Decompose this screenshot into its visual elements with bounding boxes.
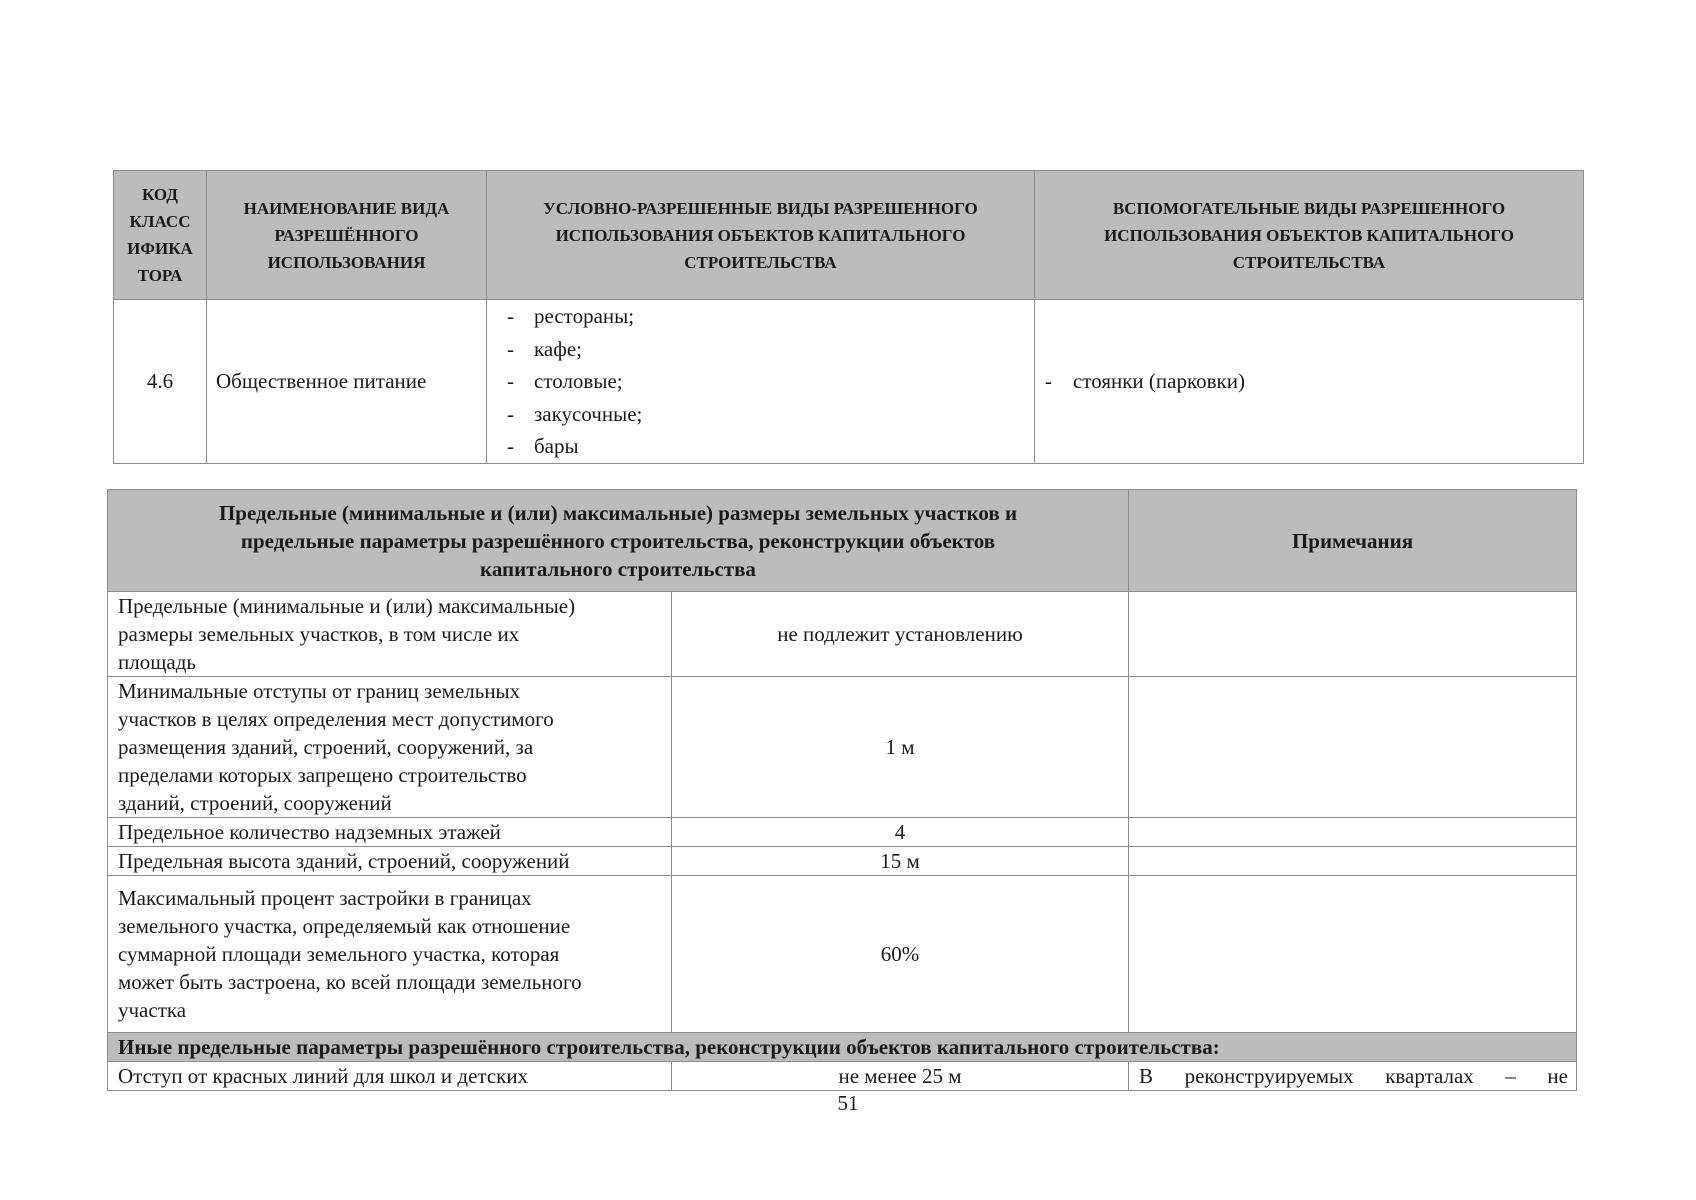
note-word: не [1547,1064,1568,1088]
param-line: пределами которых запрещено строительство [118,763,527,787]
note-cell [1129,818,1577,847]
header-code-line: КЛАСС [129,212,191,231]
value-cell: не менее 25 м [672,1062,1129,1091]
param-line: может быть застроена, ко всей площади земельного [118,970,582,994]
list-item [507,333,1034,366]
header-code-line: ТОРА [137,266,183,285]
header-auxiliary-uses [1035,171,1584,300]
dash-marker: - [1045,368,1052,393]
table-row [108,818,1577,847]
table-row [114,300,1584,464]
param-cell [108,592,672,677]
section-row [108,1033,1577,1062]
param-line: площадь [118,650,196,674]
table-row [108,847,1577,876]
parameters-table [107,489,1577,1091]
list-item [507,365,1034,398]
param-line: размеры земельных участков, в том числе их [118,622,520,646]
list-item-text: кафе; [534,336,582,361]
param-line: участков в целях определения мест допустимого [118,707,554,731]
value-cell: 15 м [672,847,1129,876]
note-cell [1129,1062,1577,1091]
table-row [108,592,1577,677]
conditional-uses-cell [487,300,1035,464]
header-code-line: ИФИКА [127,239,193,258]
permitted-use-header-row [114,171,1584,300]
section-title: Иные предельные параметры разрешённого строительства, реконструкции объектов капитального строительства: [108,1033,1577,1062]
list-item [507,398,1034,431]
note-word: реконструируемых [1184,1064,1354,1088]
value-cell: не подлежит установлению [672,592,1129,677]
param-cell [108,818,672,847]
param-line: Предельная высота зданий, строений, сооружений [118,849,570,873]
note-cell [1129,677,1577,818]
conditional-uses-list [487,300,1034,463]
header-conditional-uses [487,171,1035,300]
header-auxiliary-line: ИСПОЛЬЗОВАНИЯ ОБЪЕКТОВ КАПИТАЛЬНОГО [1104,225,1514,245]
parameters-header-line: капитального строительства [480,556,756,581]
param-line: Предельное количество надземных этажей [118,820,501,844]
param-cell [108,876,672,1033]
note-word: В [1139,1064,1154,1088]
header-conditional-line: ИСПОЛЬЗОВАНИЯ ОБЪЕКТОВ КАПИТАЛЬНОГО [555,225,966,245]
note-cell [1129,876,1577,1033]
dash-marker: - [507,401,514,426]
list-item-text: закусочные; [534,401,643,426]
param-line: земельного участка, определяемый как отношение [118,914,571,938]
note-cell [1129,847,1577,876]
list-item-text: бары [534,434,579,458]
header-use-name-line: РАЗРЕШЁННОГО [274,225,419,245]
list-item-text: столовые; [534,369,623,393]
header-conditional-line: УСЛОВНО-РАЗРЕШЕННЫЕ ВИДЫ РАЗРЕШЕННОГО [543,198,978,218]
dash-marker: - [507,434,514,458]
param-line: Предельные (минимальные и (или) максимальные) [118,594,576,618]
table-row [108,1062,1577,1091]
header-use-name-line: НАИМЕНОВАНИЕ ВИДА [243,198,450,218]
list-item-text: стоянки (парковки) [1073,368,1245,393]
dash-marker: - [507,369,514,393]
dash-marker: - [507,336,514,361]
dash-marker: - [507,304,514,328]
value-cell: 60% [672,876,1129,1033]
param-line: размещения зданий, строений, сооружений, за [118,735,534,759]
param-line: Минимальные отступы от границ земельных [118,679,521,703]
note-text [1139,1062,1568,1090]
param-line: участка [118,998,187,1022]
permitted-use-table [113,170,1584,464]
param-line: зданий, строений, сооружений [118,791,392,815]
header-auxiliary-line: СТРОИТЕЛЬСТВА [1232,252,1386,272]
auxiliary-uses-cell [1035,300,1584,464]
list-item-text: рестораны; [534,304,635,328]
parameters-header [108,490,1129,592]
note-word: – [1505,1064,1516,1088]
note-cell [1129,592,1577,677]
parameters-header-line: Предельные (минимальные и (или) максимальные) размеры земельных участков и [218,500,1018,525]
table-row [108,876,1577,1033]
param-line: суммарной площади земельного участка, которая [118,942,560,966]
notes-header: Примечания [1129,490,1577,592]
header-conditional-line: СТРОИТЕЛЬСТВА [684,252,837,272]
header-auxiliary-line: ВСПОМОГАТЕЛЬНЫЕ ВИДЫ РАЗРЕШЕННОГО [1112,198,1506,218]
note-word: кварталах [1385,1064,1474,1088]
use-name: Общественное питание [207,300,487,464]
list-item [507,430,1034,463]
table-row [108,677,1577,818]
list-item [507,300,1034,333]
value-cell: 1 м [672,677,1129,818]
param-cell: Отступ от красных линий для школ и детских [108,1062,672,1091]
value-cell: 4 [672,818,1129,847]
header-code-line: КОД [142,185,178,204]
parameters-header-line: предельные параметры разрешённого строительства, реконструкции объектов [240,528,996,553]
header-code [114,171,207,300]
header-use-name [207,171,487,300]
param-cell [108,677,672,818]
parameters-header-row [108,490,1577,592]
page-number: 51 [837,1091,859,1115]
use-code: 4.6 [114,300,207,464]
param-cell [108,847,672,876]
param-line: Максимальный процент застройки в границах [118,886,532,910]
header-use-name-line: ИСПОЛЬЗОВАНИЯ [267,252,426,272]
